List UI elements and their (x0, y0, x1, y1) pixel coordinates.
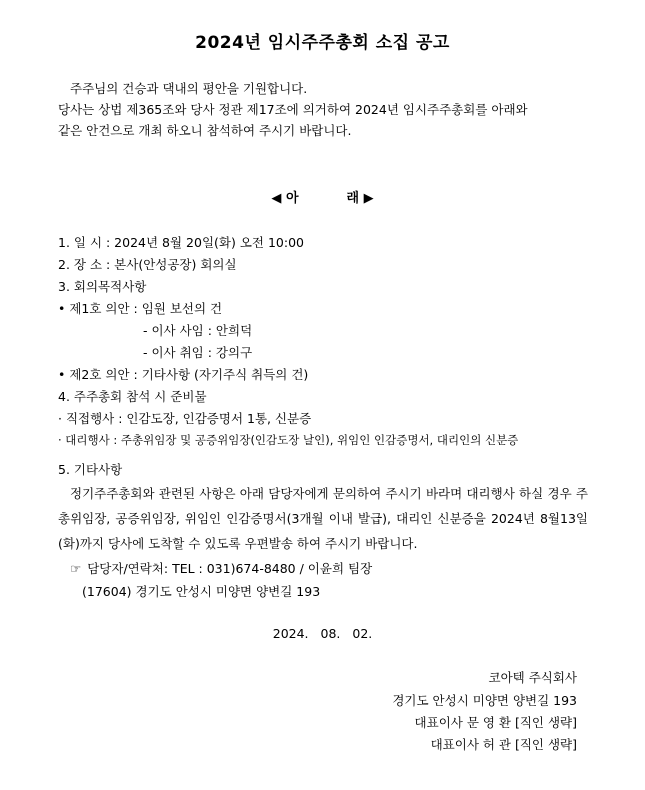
intro-greeting: 주주님의 건승과 댁내의 평안을 기원합니다. (70, 81, 308, 96)
contact-info: 담당자/연락처: TEL : 031)674-8480 / 이윤희 팀장 (87, 561, 373, 576)
agenda-item-1-sub-appoint: - 이사 취임 : 강의구 (143, 345, 253, 360)
section-heading-below (0, 187, 645, 206)
right-triangle-icon: ▶ (363, 191, 374, 206)
ceo-signature-1: 대표이사 문 영 환 [직인 생략] (414, 715, 577, 730)
intro-line-2: 당사는 상법 제365조와 당사 정관 제17조에 의거하여 2024년 임시주주총회를 아래와 (58, 102, 528, 117)
notice-title: 2024년 임시주주총회 소집 공고 (195, 33, 450, 53)
left-triangle-icon: ◀ (271, 191, 282, 206)
contact-address: (17604) 경기도 안성시 미양면 양변길 193 (82, 584, 321, 599)
item-datetime: 1. 일 시 : 2024년 8월 20일(화) 오전 10:00 (58, 235, 304, 250)
prep-proxy: · 대리행사 : 주총위임장 및 공증위임장(인감도장 날인), 위임인 인감증명서, 대리인의 신분증 (58, 433, 519, 447)
heading-char-a: 아 (285, 191, 299, 206)
item-agenda-header: 3. 회의목적사항 (58, 279, 147, 294)
prep-direct: · 직접행사 : 인감도장, 인감증명서 1통, 신분증 (58, 411, 312, 426)
item-place: 2. 장 소 : 본사(안성공장) 회의실 (58, 257, 237, 272)
intro-line-3: 같은 안건으로 개최 하오니 참석하여 주시기 바랍니다. (58, 123, 352, 138)
contact-line (70, 559, 372, 577)
notice-date: 2024. 08. 02. (272, 626, 373, 641)
ceo-signature-2: 대표이사 허 관 [직인 생략] (430, 737, 577, 752)
heading-char-rae: 래 (346, 191, 360, 206)
company-address: 경기도 안성시 미양면 양변길 193 (392, 693, 577, 708)
other-paragraph: 정기주주총회와 관련된 사항은 아래 담당자에게 문의하여 주시기 바라며 대리행사 하실 경우 주총위임장, 공증위임장, 위임인 인감증명서(3개월 이내 발급), 대리인 신분증을 2024년 8월13일(화)까지 당사에 도착할 수 있도록 우편발송 하여 주시기 바랍니다. (58, 486, 588, 551)
item-prep-header: 4. 주주총회 참석 시 준비물 (58, 389, 207, 404)
intro-paragraph (58, 78, 598, 141)
item-other-header: 5. 기타사항 (58, 462, 123, 477)
company-name: 코아텍 주식회사 (488, 670, 577, 685)
agenda-item-1: • 제1호 의안 : 임원 보선의 건 (58, 301, 223, 316)
agenda-item-2: • 제2호 의안 : 기타사항 (자기주식 취득의 건) (58, 367, 309, 382)
hand-pointing-right-icon: ☞ (70, 561, 82, 576)
agenda-item-1-sub-resign: - 이사 사임 : 안희덕 (143, 323, 253, 338)
